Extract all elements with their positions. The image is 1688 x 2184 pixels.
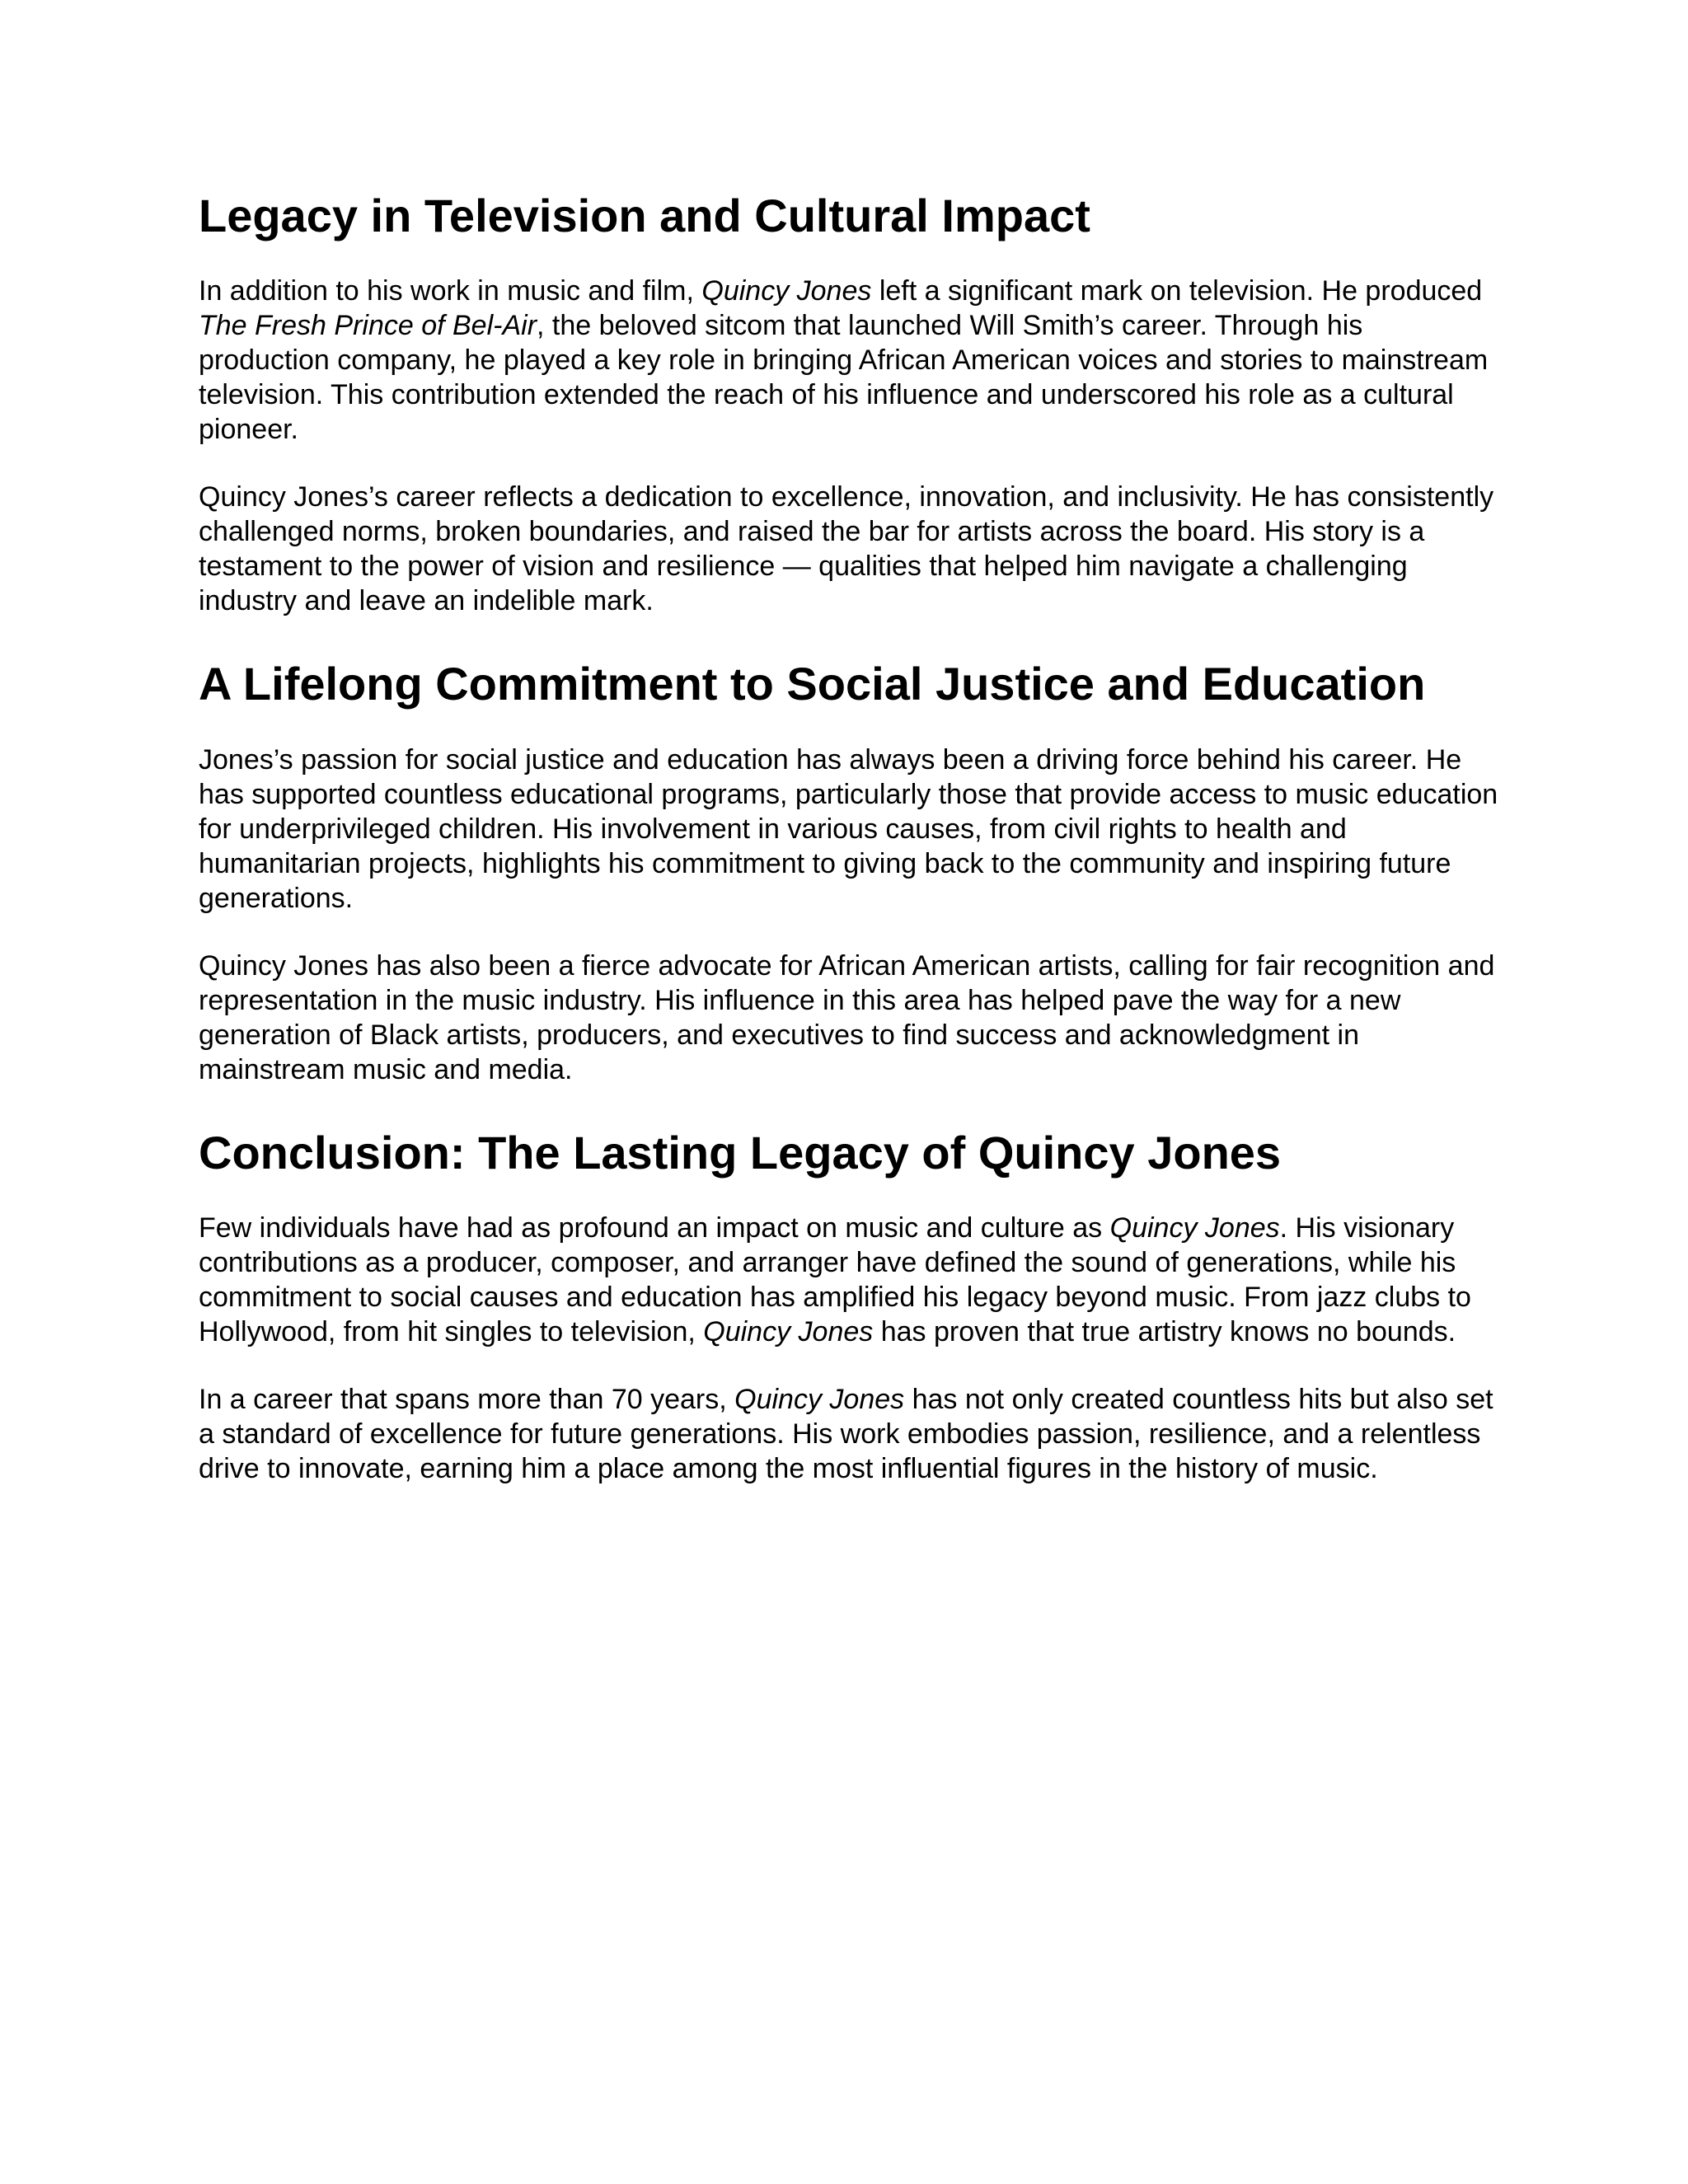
section-heading: Legacy in Television and Cultural Impact	[199, 190, 1090, 241]
emphasis-text: Quincy Jones	[701, 275, 872, 307]
emphasis-text: Quincy Jones	[1109, 1212, 1280, 1244]
paragraph-text: Few individuals have had as profound an impact on music and culture as	[199, 1212, 1110, 1244]
document-page	[199, 190, 1501, 1486]
paragraph-text: has proven that true artistry knows no bounds.	[873, 1316, 1456, 1348]
section-heading: A Lifelong Commitment to Social Justice and Education	[199, 658, 1426, 710]
paragraph: Quincy Jones’s career reflects a dedication to excellence, innovation, and inclusivity. He has consistently challenged norms, broken boundaries, and raised the bar for artists across the board. His story is a testament to the power of vision and resilience — qualities that helped him navigate a challenging industry and leave an indelible mark.	[199, 481, 1494, 617]
paragraph-text: has not only created countless hits but also set a standard of excellence for future generations. His work embodies passion, resilience, and a relentless drive to innovate, earning him a place among the most influential figures in the history of music.	[199, 1384, 1493, 1485]
paragraph-text: left a significant mark on television. He produced	[871, 275, 1483, 307]
paragraph-text: , the beloved sitcom that launched Will Smith’s career. Through his production company, he played a key role in bringing African American voices and stories to mainstream television. This contribution extended the reach of his influence and underscored his role as a cultural pioneer.	[199, 310, 1489, 446]
paragraph: Jones’s passion for social justice and education has always been a driving force behind his career. He has supported countless educational programs, particularly those that provide access to music education for underprivileged children. His involvement in various causes, from civil rights to health and humanitarian projects, highlights his commitment to giving back to the community and inspiring future generations.	[199, 743, 1498, 914]
section-heading: Conclusion: The Lasting Legacy of Quincy Jones	[199, 1126, 1282, 1179]
paragraph-text: In a career that spans more than 70 years,	[199, 1384, 735, 1416]
emphasis-text: Quincy Jones	[703, 1316, 874, 1348]
section-social-justice	[199, 658, 1501, 1086]
paragraph	[199, 1382, 1501, 1486]
paragraph	[199, 274, 1501, 447]
emphasis-text: Quincy Jones	[734, 1384, 905, 1416]
paragraph: Quincy Jones has also been a fierce advocate for African American artists, calling for fair recognition and representation in the music industry. His influence in this area has helped pave the way for a new generation of Black artists, producers, and executives to find success and acknowledgment in mainstream music and media.	[199, 949, 1495, 1085]
paragraph-text: . His visionary contributions as a producer, composer, and arranger have defined the sound of generations, while his commitment to social causes and education has amplified his legacy beyond music. From jazz clubs to Hollywood, from hit singles to television,	[199, 1212, 1471, 1348]
emphasis-text: The Fresh Prince of Bel-Air	[199, 310, 537, 342]
paragraph-text: In addition to his work in music and film,	[199, 275, 702, 307]
paragraph	[199, 1211, 1501, 1349]
section-conclusion	[199, 1127, 1501, 1486]
section-television-legacy	[199, 190, 1501, 618]
